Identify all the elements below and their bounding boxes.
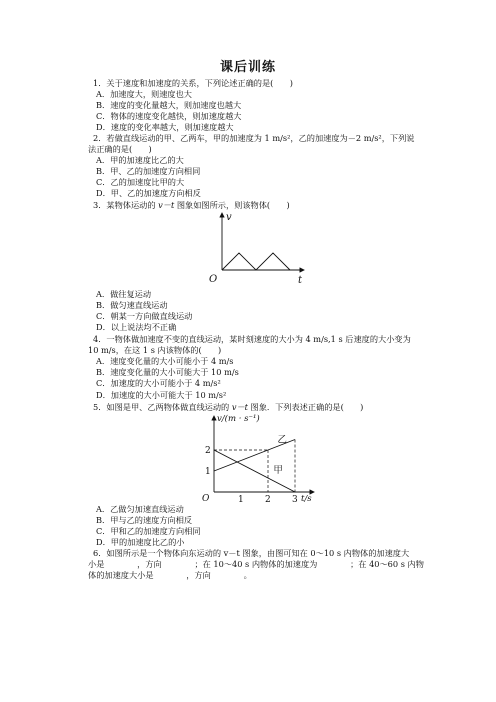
q5-vt-graph bbox=[196, 411, 321, 503]
q5-option-c: C．甲和乙的加速度方向相同 bbox=[96, 526, 201, 536]
q2-option-a: A．甲的加速度比乙的大 bbox=[96, 155, 184, 165]
q3-option-c: C．朝某一方向做直线运动 bbox=[96, 311, 193, 321]
q4-option-c: C．加速度的大小可能小于 4 m/s² bbox=[96, 378, 221, 388]
q5-graph-y-label: v/(m · s⁻¹) bbox=[217, 414, 260, 424]
q4-option-b: B．速度变化量的大小可能大于 10 m/s bbox=[96, 367, 239, 377]
q4-option-a: A．速度变化量的大小可能小于 4 m/s bbox=[96, 356, 234, 366]
q5-option-b: B．甲与乙的速度方向相反 bbox=[96, 515, 193, 525]
q6-line1: 6．如图所示是一个物体向东运动的 v－t 图象，由图可知在 0～10 s 内物体的加速度大 bbox=[93, 548, 410, 558]
q5-x-tick-label: 2 bbox=[265, 495, 271, 503]
q5-option-a: A．乙做匀加速直线运动 bbox=[96, 504, 184, 514]
q5-x-tick-label: 1 bbox=[238, 495, 244, 503]
q1-stem: 1．关于速度和加速度的关系，下列论述正确的是( ) bbox=[93, 78, 293, 88]
q3-option-b: B．做匀速直线运动 bbox=[96, 300, 168, 310]
q2-stem-line2: 法正确的是( ) bbox=[88, 144, 152, 154]
q2-option-c: C．乙的加速度比甲的大 bbox=[96, 177, 185, 187]
q1-option-c: C．物体的速度变化越快，则加速度越大 bbox=[96, 111, 242, 121]
page-title: 课后训练 bbox=[219, 60, 276, 75]
q2-stem-line1: 2．若做直线运动的甲、乙两车，甲的加速度为 1 m/s²，乙的加速度为－2 m/s²，下列说 bbox=[93, 133, 415, 143]
q5-stem: 5．如图是甲、乙两物体做直线运动的 v－t 图象．下列表述正确的是( ) bbox=[93, 402, 364, 412]
q5-series-label: 甲 bbox=[273, 465, 283, 477]
q3-graph-zigzag bbox=[222, 253, 290, 270]
q5-graph-origin: O bbox=[202, 494, 210, 503]
q5-y-tick-label: 2 bbox=[205, 446, 211, 456]
q2-option-b: B．甲、乙的加速度方向相同 bbox=[96, 166, 201, 176]
q5-option-d: D．甲的加速度比乙的小 bbox=[96, 537, 185, 547]
q1-option-a: A．加速度大，则速度也大 bbox=[96, 89, 192, 99]
q3-vt-graph bbox=[200, 207, 315, 287]
q5-y-tick-label: 1 bbox=[205, 467, 211, 477]
q5-series-label: 乙 bbox=[277, 434, 287, 446]
q4-option-d: D．加速度的大小可能大于 10 m/s² bbox=[96, 390, 227, 400]
q4-stem-line2: 10 m/s，在这 1 s 内该物体的( ) bbox=[88, 345, 222, 355]
q3-graph-y-label: v bbox=[226, 212, 232, 223]
q3-stem: 3．某物体运动的 v－t 图象如图所示，则该物体( ) bbox=[93, 200, 290, 210]
q3-graph-origin: O bbox=[209, 274, 218, 285]
q6-line2: 小是 ，方向 ；在 10～40 s 内物体的加速度为 ；在 40～60 s 内物 bbox=[88, 559, 424, 569]
q6-line3: 体的加速度大小是 ，方向 。 bbox=[88, 570, 252, 580]
q3-graph-x-label: t bbox=[298, 275, 303, 286]
q1-option-d: D．速度的变化率越大，则加速度越大 bbox=[96, 122, 234, 132]
q4-stem-line1: 4．一物体做加速度不变的直线运动，某时刻速度的大小为 4 m/s,1 s 后速度的大小变为 bbox=[93, 334, 411, 344]
q2-option-d: D．甲、乙的加速度方向相反 bbox=[96, 188, 201, 198]
q1-option-b: B．速度的变化量越大，则加速度也越大 bbox=[96, 100, 242, 110]
q5-graph-x-label: t/s bbox=[301, 494, 312, 503]
q5-x-tick-label: 3 bbox=[292, 495, 298, 503]
q3-option-d: D．以上说法均不正确 bbox=[96, 322, 177, 332]
q3-option-a: A．做往复运动 bbox=[96, 289, 152, 299]
